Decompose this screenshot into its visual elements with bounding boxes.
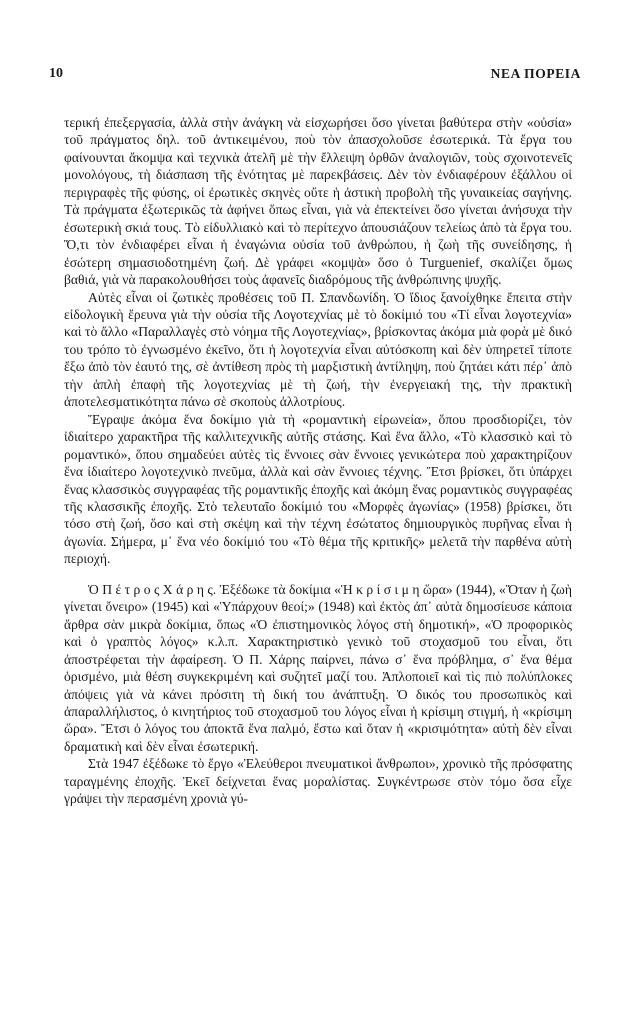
- paragraph: Ὁ Π έ τ ρ ο ς Χ ά ρ η ς. Ἐξέδωκε τὰ δοκίμια «Ἡ κ ρ ί σ ι μ η ὥρα» (1944), «Ὅταν ἡ ζωὴ γίνεται ὄνειρο» (1945) καὶ «Ὑπάρχουν θεοί;» (1948) καὶ ἐκτὸς ἀπ᾽ αὐτὰ δημοσίευσε κάποια ἄρθρα σὰν μικρὰ δοκίμια, ὅπως «Ὁ ἐπιστημονικὸς λόγος στὴ δημοτική», «Ὁ προφορικὸς καὶ ὁ γραπτὸς λόγος» κ.λ.π. Χαρακτηριστικὸ γενικὸ τοῦ στοχασμοῦ του εἶναι, ὅτι ἀποστρέφεται τὴν ἀφαίρεση. Ὁ Π. Χάρης παίρνει, πάνω σ᾽ ἕνα πρόβλημα, σ᾽ ἕνα θέμα ὁρισμένο, μιὰ θέση συγκεκριμένη καὶ συζητεῖ μαζί του. Ἁπλοποιεῖ καὶ τὶς πιὸ πολύπλοκες ἀπόψεις γιὰ νὰ κάνει πρόσιτη τὴ δική του ἀνάπτυξη. Ὁ δικός του προσωπικὸς καὶ ἀπαραλλήλιστος, ὁ κινητήριος τοῦ στοχασμοῦ του λόγος εἶναι ἡ κρίσιμη στιγμή, ἡ «κρίσιμη ὥρα». Ἔτσι ὁ λόγος του ἀποκτᾶ ἕνα παλμό, ἔστω καὶ ὅταν ἡ «κρισιμότητα» αὐτὴ δὲν εἶναι δραματικὴ καὶ δὲν εἶναι ἐσωτερική.: [64, 581, 572, 754]
- paragraph: τερική ἐπεξεργασία, ἀλλὰ στὴν ἀνάγκη νὰ εἰσχωρήσει ὅσο γίνεται βαθύτερα στὴν «οὐσία» τοῦ πράγματος δηλ. τοῦ ἀντικειμένου, ποὺ τὸν ἀπασχολοῦσε ἐσωτερικά. Τὰ ἔργα του φαίνουνται ἄκομψα καὶ τεχνικὰ ἀτελῆ μὲ τὴν ἔλλειψη ὀρθῶν ἀναλογιῶν, τοὺς σχοινοτενεῖς μονολόγους, τὴ διάσπαση τῆς ἑνότητας μὲ παρεκβάσεις. Δὲν τὸν ἐνδιαφέρουν ἐξάλλου οἱ περιγραφὲς τῆς φύσης, οἱ ἐρωτικὲς σκηνὲς οὔτε ἡ ἀστικὴ προβολὴ τῆς γυναικείας σαγήνης. Τὰ πράγματα ἐξωτερικῶς τὰ ἀφήνει ὅπως εἶναι, γιὰ νὰ ἐπεκτείνει ὅσο γίνεται ἀνήσυχα τὴν ἐσωτερικὴ σκιά τους. Τὸ εἰδυλλιακὸ καὶ τὸ περίτεχνο ἀπουσιάζουν τελείως ἀπὸ τὰ ἔργα του. Ὅ,τι τὸν ἐνδιαφέρει εἶναι ἡ ἐναγώνια οὐσία τοῦ ἀνθρώπου, ἡ ζωὴ τῆς συνείδησης, ἡ ἐσώτερη σημασιοδοτημένη ζωή. Δὲ γράφει «κομψὰ» ὅσο ὁ Turguenief, σκαλίζει ὅμως βαθιά, γιὰ νὰ παρακολουθήσει τοὺς ἀφανεῖς διαδρόμους τῆς ἀνθρώπινης ψυχῆς.: [64, 115, 572, 288]
- page-header: [49, 66, 581, 84]
- body-text: [64, 114, 572, 808]
- paragraph: Αὐτὲς εἶναι οἱ ζωτικὲς προθέσεις τοῦ Π. Σπανδωνίδη. Ὁ ἴδιος ξανοίχθηκε ἔπειτα στὴν εἰδολογικὴ ἔρευνα γιὰ τὴν οὐσία τῆς Λογοτεχνίας μὲ τὸ δοκίμιό του «Τί εἶναι λογοτεχνία» καὶ τὸ ἄλλο «Παραλλαγὲς στὸ νόημα τῆς Λογοτεχνίας», βρίσκοντας ἀκόμα μιὰ φορὰ μὲ δικό του τρόπο τὸ ἐγνωσμένο ἐκεῖνο, ὅτι ἡ λογοτεχνία εἶναι αὐτόσκοπη καὶ δὲν ὑπηρετεῖ τίποτε ἔξω ἀπὸ τὸν ἑαυτό της, σὲ ἀντίθεση πρὸς τὴ μαρξιστικὴ ἀντίληψη, ποὺ ζητάει κάτι πέρ᾽ ἀπὸ τὴν ἁπλὴ ἐπαφὴ τῆς λογοτεχνίας μὲ τὴ ζωή, τὴν ἐνεργειακή της, τὴν πρακτικὴ ἀποτελεσματικότητα πάνω σὲ σκοποὺς ἀλλοτρίους.: [64, 289, 572, 410]
- running-head: ΝΕΑ ΠΟΡΕΙΑ: [490, 66, 581, 81]
- paragraph: Ἔγραψε ἀκόμα ἕνα δοκίμιο γιὰ τὴ «ρομαντικὴ εἰρωνεία», ὅπου προσδιορίζει, τὸν ἰδιαίτερο χαρακτῆρα τῆς καλλιτεχνικῆς αὐτῆς στάσης. Καὶ ἕνα ἄλλο, «Τὸ κλασσικὸ καὶ τὸ ρομαντικό», ὅπου σημαδεύει αὐτὲς τὶς ἔννοιες σὰν ἔννοιες γενικώτερα ποὺ χαρακτηρίζουν ἕνα ἰδιαίτερο λογοτεχνικὸ πνεῦμα, ἀλλὰ καὶ σὰν ἔννοιες τέχνης. Ἔτσι βρίσκει, ὅτι ὑπάρχει ἕνας κλασσικὸς συγγραφέας τῆς ρομαντικῆς ἐποχῆς καὶ ἀκόμη ἕνας ρομαντικὸς συγγραφέας τῆς κλασσικῆς ἐποχῆς. Στὸ τελευταῖο δοκίμιό του «Μορφὲς ἀγωνίας» (1958) βρίσκει, ὅτι τόσο στὴ ζωή, ὅσο καὶ στὴ σκέψη καὶ τὴν τέχνη ἐσώτατος δημιουργικὸς πυρῆνας εἶναι ἡ ἀγωνία. Σήμερα, μ᾽ ἕνα νέο δοκίμιό του «Τὸ θέμα τῆς κριτικῆς» μελετᾶ τὴν παρθένα αὐτὴ περιοχή.: [64, 411, 572, 567]
- page-number: 10: [49, 66, 63, 81]
- paragraph: Στὰ 1947 ἐξέδωκε τὸ ἔργο «Ἐλεύθεροι πνευματικοὶ ἄνθρωποι», χρονικὸ τῆς πρόσφατης ταραγμένης ἐποχῆς. Ἐκεῖ δείχνεται ἕνας μοραλίστας. Συγκέντρωσε στὸν τόμο ὅσα εἶχε γράψει τὴν περασμένη χρονιὰ γύ-: [64, 756, 572, 807]
